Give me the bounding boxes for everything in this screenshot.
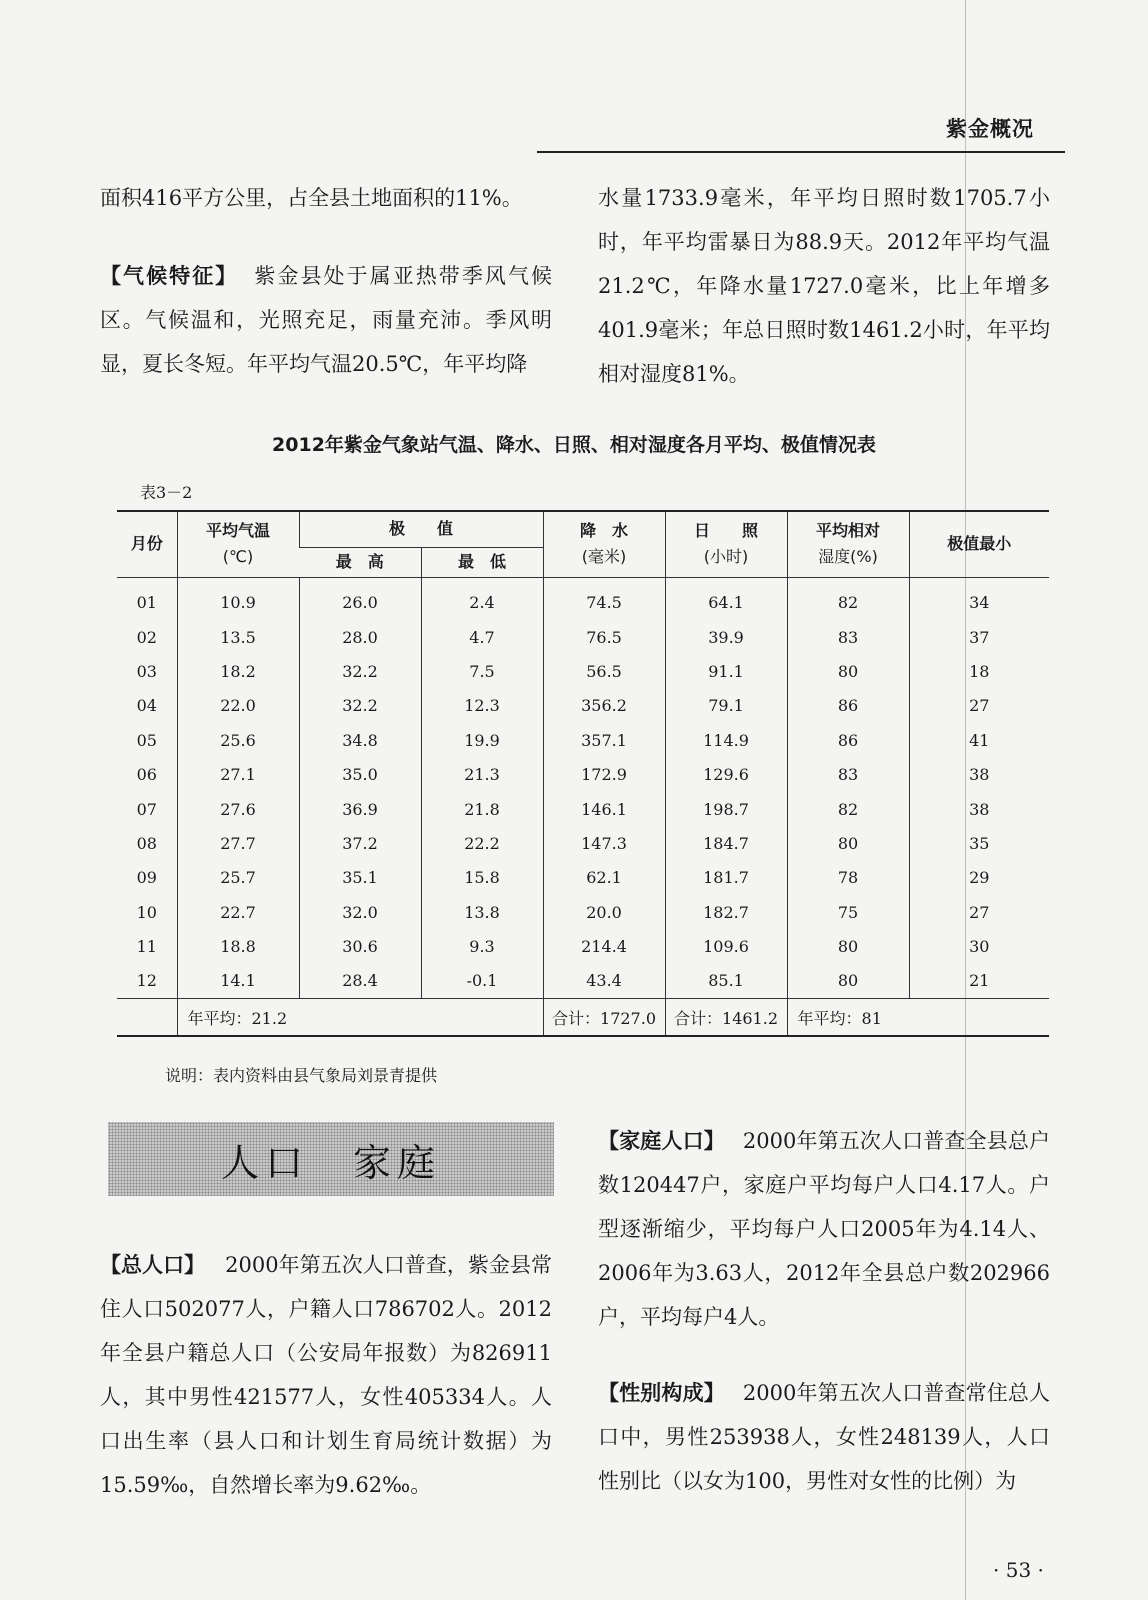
- gender-text: 2000年第五次人口普查常住总人口中，男性253938人，女性248139人，人口性别比（以女为100，男性对女性的比例）为: [598, 1381, 1050, 1493]
- table-row: [117, 964, 1049, 999]
- cell-min-temp: 13.8: [421, 895, 543, 929]
- header-month: 月份: [117, 511, 177, 577]
- cell-month: 10: [136, 902, 157, 922]
- cell-humidity-min: 34: [909, 577, 1049, 620]
- cell-sun: 79.1: [665, 689, 787, 723]
- header-rain: [543, 511, 665, 577]
- family-population-label: 【家庭人口】: [598, 1129, 725, 1153]
- cell-humidity-min: 21: [909, 964, 1049, 999]
- cell-humidity-min: 38: [909, 792, 1049, 826]
- table-row: [117, 577, 1049, 620]
- header-humidity: [787, 511, 909, 577]
- section-banner: [108, 1122, 554, 1196]
- header-humidity-min: 极值最小: [909, 511, 1049, 577]
- table-row: [117, 723, 1049, 757]
- cell-humidity: 86: [787, 689, 909, 723]
- table-title: 2012年紫金气象站气温、降水、日照、相对湿度各月平均、极值情况表: [272, 434, 876, 456]
- cell-humidity: 75: [787, 895, 909, 929]
- climate-paragraph: [100, 254, 552, 386]
- cell-max-temp: 32.2: [299, 654, 421, 688]
- cell-sun: 85.1: [665, 964, 787, 999]
- table-row: [117, 895, 1049, 929]
- table-body: [117, 577, 1049, 999]
- header-avg-temp: [177, 511, 299, 577]
- cell-max-temp: 37.2: [299, 826, 421, 860]
- climate-continued-paragraph: 水量1733.9毫米，年平均日照时数1705.7小时，年平均雷暴日为88.9天。2012年平均气温21.2℃，年降水量1727.0毫米，比上年增多401.9毫米；年总日照时数1461.2小时，年平均相对湿度81%。: [598, 186, 1050, 386]
- cell-max-temp: 32.2: [299, 689, 421, 723]
- cell-humidity-min: 30: [909, 929, 1049, 963]
- header-humidity-unit: 湿度(%): [818, 547, 878, 567]
- cell-max-temp: 35.1: [299, 861, 421, 895]
- cell-humidity-min: 29: [909, 861, 1049, 895]
- cell-max-temp: 34.8: [299, 723, 421, 757]
- cell-month: 07: [136, 799, 157, 819]
- cell-rain: 43.4: [543, 964, 665, 999]
- cell-month: 01: [136, 593, 157, 613]
- cell-sun: 91.1: [665, 654, 787, 688]
- cell-sun: 129.6: [665, 757, 787, 791]
- cell-avg-temp: 18.2: [177, 654, 299, 688]
- cell-month: 08: [136, 833, 157, 853]
- cell-month: 05: [136, 730, 157, 750]
- weather-table: [117, 510, 1049, 1037]
- table-row: [117, 861, 1049, 895]
- family-population-text: 2000年第五次人口普查全县总户数120447户，家庭户平均每户人口4.17人。户型逐渐缩少，平均每户人口2005年为4.14人、2006年为3.63人，2012年全县总户数202966户，平均每户4人。: [598, 1129, 1050, 1329]
- table-row: [117, 654, 1049, 688]
- cell-rain: 356.2: [543, 689, 665, 723]
- cell-avg-temp: 27.6: [177, 792, 299, 826]
- cell-min-temp: -0.1: [421, 964, 543, 999]
- cell-sun: 184.7: [665, 826, 787, 860]
- table-row: [117, 826, 1049, 860]
- cell-humidity-min: 41: [909, 723, 1049, 757]
- cell-sun: 114.9: [665, 723, 787, 757]
- cell-humidity: 83: [787, 620, 909, 654]
- table-row: [117, 929, 1049, 963]
- cell-humidity: 80: [787, 964, 909, 999]
- cell-month: 06: [136, 765, 157, 785]
- total-population-paragraph: [100, 1243, 552, 1507]
- cell-max-temp: 35.0: [299, 757, 421, 791]
- header-avg-temp-label: 平均气温: [205, 521, 270, 541]
- cell-rain: 147.3: [543, 826, 665, 860]
- cell-max-temp: 26.0: [299, 577, 421, 620]
- cell-max-temp: 28.4: [299, 964, 421, 999]
- header-sun-label: 日 照: [694, 521, 759, 541]
- cell-month: 02: [136, 627, 157, 647]
- cell-humidity-min: 27: [909, 895, 1049, 929]
- table-row: [117, 757, 1049, 791]
- cell-rain: 20.0: [543, 895, 665, 929]
- footer-sun: 合计：1461.2: [665, 999, 787, 1037]
- cell-sun: 198.7: [665, 792, 787, 826]
- cell-rain: 76.5: [543, 620, 665, 654]
- cell-avg-temp: 10.9: [177, 577, 299, 620]
- cell-max-temp: 30.6: [299, 929, 421, 963]
- gender-paragraph: [598, 1371, 1050, 1503]
- table-label: 表3－2: [140, 483, 193, 502]
- cell-humidity: 86: [787, 723, 909, 757]
- footer-rain: 合计：1727.0: [543, 999, 665, 1037]
- section-banner-title: 人口 家庭: [220, 1140, 441, 1185]
- cell-max-temp: 36.9: [299, 792, 421, 826]
- cell-rain: 214.4: [543, 929, 665, 963]
- cell-humidity: 82: [787, 792, 909, 826]
- total-population-text: 2000年第五次人口普查，紫金县常住人口502077人，户籍人口786702人。2012年全县户籍总人口（公安局年报数）为826911人，其中男性421577人，女性405334人。人口出生率（县人口和计划生育局统计数据）为15.59‰，自然增长率为9.62‰。: [100, 1253, 552, 1497]
- cell-humidity-min: 37: [909, 620, 1049, 654]
- cell-rain: 357.1: [543, 723, 665, 757]
- header-rain-unit: (毫米): [581, 547, 627, 567]
- total-population-label: 【总人口】: [100, 1253, 206, 1277]
- header-rain-label: 降 水: [580, 521, 629, 541]
- cell-rain: 74.5: [543, 577, 665, 620]
- cell-humidity: 80: [787, 654, 909, 688]
- gender-label: 【性别构成】: [598, 1381, 725, 1405]
- header-min: 最 低: [421, 547, 543, 577]
- cell-min-temp: 2.4: [421, 577, 543, 620]
- cell-sun: 39.9: [665, 620, 787, 654]
- climate-label: 【气候特征】: [100, 264, 239, 288]
- cell-humidity: 78: [787, 861, 909, 895]
- cell-month: 11: [136, 937, 157, 957]
- footer-humidity: 年平均：81: [787, 999, 1049, 1037]
- cell-min-temp: 7.5: [421, 654, 543, 688]
- cell-max-temp: 28.0: [299, 620, 421, 654]
- cell-month: 03: [136, 661, 157, 681]
- header-sun: [665, 511, 787, 577]
- cell-avg-temp: 22.0: [177, 689, 299, 723]
- cell-avg-temp: 27.1: [177, 757, 299, 791]
- cell-month: 09: [136, 868, 157, 888]
- header-avg-temp-unit: (℃): [222, 547, 254, 567]
- footer-temp: 年平均：21.2: [177, 999, 543, 1037]
- cell-max-temp: 32.0: [299, 895, 421, 929]
- family-population-paragraph: [598, 1119, 1050, 1339]
- cell-avg-temp: 14.1: [177, 964, 299, 999]
- header-humidity-label: 平均相对: [816, 521, 881, 541]
- cell-avg-temp: 27.7: [177, 826, 299, 860]
- cell-humidity: 82: [787, 577, 909, 620]
- cell-sun: 109.6: [665, 929, 787, 963]
- cell-sun: 64.1: [665, 577, 787, 620]
- table-row: [117, 620, 1049, 654]
- cell-min-temp: 21.3: [421, 757, 543, 791]
- right-column-bottom: [598, 1119, 1050, 1503]
- header-sun-unit: (小时): [703, 547, 749, 567]
- climate-text: 紫金县处于属亚热带季风气候区。气候温和，光照充足，雨量充沛。季风明显，夏长冬短。年平均气温20.5℃，年平均降: [100, 264, 553, 376]
- cell-min-temp: 21.8: [421, 792, 543, 826]
- cell-humidity-min: 38: [909, 757, 1049, 791]
- cell-humidity: 83: [787, 757, 909, 791]
- cell-rain: 56.5: [543, 654, 665, 688]
- cell-humidity-min: 18: [909, 654, 1049, 688]
- cell-min-temp: 9.3: [421, 929, 543, 963]
- cell-avg-temp: 13.5: [177, 620, 299, 654]
- cell-min-temp: 22.2: [421, 826, 543, 860]
- cell-sun: 182.7: [665, 895, 787, 929]
- area-paragraph: 面积416平方公里，占全县土地面积的11%。: [100, 186, 523, 210]
- cell-month: 12: [136, 971, 157, 991]
- cell-humidity-min: 27: [909, 689, 1049, 723]
- cell-month: 04: [136, 696, 157, 716]
- header-extreme: 极 值: [299, 511, 543, 547]
- cell-min-temp: 12.3: [421, 689, 543, 723]
- cell-rain: 172.9: [543, 757, 665, 791]
- right-column-top: [598, 176, 1050, 396]
- cell-humidity: 80: [787, 929, 909, 963]
- footer-empty: [117, 999, 177, 1037]
- cell-avg-temp: 22.7: [177, 895, 299, 929]
- page-number: · 53 ·: [993, 1558, 1044, 1582]
- table-row: [117, 689, 1049, 723]
- table-note: 说明：表内资料由县气象局刘景青提供: [165, 1066, 438, 1085]
- left-column-bottom: [100, 1243, 552, 1507]
- header-rule: [537, 151, 1065, 153]
- cell-avg-temp: 25.6: [177, 723, 299, 757]
- cell-avg-temp: 25.7: [177, 861, 299, 895]
- cell-humidity-min: 35: [909, 826, 1049, 860]
- running-header-title: 紫金概况: [946, 117, 1034, 141]
- cell-min-temp: 15.8: [421, 861, 543, 895]
- cell-min-temp: 19.9: [421, 723, 543, 757]
- left-column-top: [100, 176, 552, 386]
- header-max: 最 高: [299, 547, 421, 577]
- cell-humidity: 80: [787, 826, 909, 860]
- cell-rain: 62.1: [543, 861, 665, 895]
- cell-sun: 181.7: [665, 861, 787, 895]
- cell-min-temp: 4.7: [421, 620, 543, 654]
- cell-rain: 146.1: [543, 792, 665, 826]
- cell-avg-temp: 18.8: [177, 929, 299, 963]
- table-row: [117, 792, 1049, 826]
